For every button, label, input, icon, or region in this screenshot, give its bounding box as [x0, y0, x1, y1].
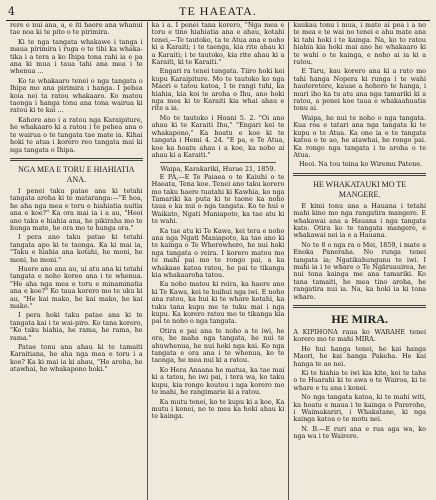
- divider: [293, 173, 426, 176]
- paragraph: I penei taku patae ana ki tetahi tangata aroha ki te mataranga:—"E hoa, he aha nga mea e toru e hiahiatia nuitia ana e koe?" Ka ora mai ia i a au, "Heoi ano taku e hiahia ana, he pikiraha mo te hunga mate, he ora mo te hunga ora.": [10, 186, 143, 232]
- paragraph: E Taru, kau korero ana ki a rato mo tahi hanga Nopera ki runga i te wahi hauteretere, kauae a hohoro te hanga, i muri iho ka tu atu ana nga tamariki ki a ratou, a penei koe taua e whakaahuatia tonu ai.: [293, 67, 427, 113]
- paragraph: Otira e pai ana te noho a te iwi, he ora, he maha nga tangata, he nui te ahuwhenua, he nui hoki nga kai. Ko nga tangata e ora ana i te whenua, ko te taonga, he mea nui ki a ratou.: [151, 326, 285, 365]
- columns: [6, 22, 430, 500]
- section-heading: HE MIRA.: [331, 312, 389, 326]
- paragraph: Ko Hera Anaana he matua, ka tae mai ki a tatou, he iwi pai, i tera wa, ko taku kupu, kia rongo koutou i nga korero mo te mahi, he rangimarie ki a ratou.: [151, 365, 285, 397]
- paragraph: Huere ano ana au, ui atu ana ki tetahi tangata e noho koreo ana i te whenua. "He aha nga mea e toru e minaminatia ana e koe?" Ko taua korero mo te uku ki au, "He kai mako, he kai mako, he kai mako.": [10, 264, 143, 310]
- paragraph: kaukau tonu i mua, i mate ai pea i a no te mea e te wai no tenei e ahu mate ana ki tahi hoki i te kainga. Na, ko to ratou hiahia kia hoki mai ano he whakaaro ki te wahi o te kainga, e noho ai ia ki a ratou.: [293, 22, 427, 67]
- divider: [160, 162, 277, 163]
- signature: Heoi. Na tou teina ko Wiremu Patene.: [298, 160, 423, 169]
- paragraph: Mo te tautoko i Hoani 5. 2. "Oi ano ahau ki te Karaiti Ihu," "Engari kei te whakapono," Ka hoatu e koe ki te tangata i Hemi 4. 24. "E pa, e Te Atua, koe ka hoatu ahau i a koe, ka noho ai ahau ki a Karaiti.": [151, 113, 285, 159]
- paragraph: Kahore ano i a ratou nga Karaipiture, he whakaaro ki a ratou i te pehea ana o te wairua o te tangata tae mate ia. Kihai hoki te atua i korero reo tangata mai ki nga tangata o Ihipa.: [10, 115, 143, 154]
- paragraph: N. B.—E ruri ana e rua aga wa, ko nga wa i te Wairere.: [293, 424, 427, 441]
- section-heading: NGA MEA E TORU E HIAHIATIA ANA.: [18, 164, 135, 184]
- paragraph: A KIPIHONA raua ko WARAHE tenei korero mo te mahi MIRA.: [293, 328, 427, 344]
- divider: [10, 158, 143, 161]
- letter-dateline: Waipa, Karakariki, Hurae 21, 1859.: [160, 165, 276, 174]
- paragraph: I pera hoki taku patae ana ki te tangata kai i te wai-piro. Ko tana korero, "Ko taku hiahia, he rama, he rama, he rama.": [10, 311, 143, 342]
- paragraph: No nga tangata katoa, ki te mahi witi, ka hoatu e maua i te kainga o Parerohe, i Waimakariri, i Whakatane, ki nga kainga katoa o te motu nei.: [293, 393, 427, 424]
- paragraph: Ki te hiahia te iwi kia kite, kei te taha o te Huarahi ki te awa o te Wairoa, ki te whare e tu ana i konei.: [293, 369, 427, 392]
- section-heading: HE WHAKATAUKI MO TE MANGERE.: [313, 179, 407, 199]
- column-3: [288, 22, 430, 500]
- paragraph: No te 8 o nga ra o Mei, 1859, i mate a Enoka Paneraha. No runga tenei tangata ia; Ngatikahungunu te iwi. I mahi ia i te whare o Te Ngāruauirea, he nui tona kainga me ana tamariki. Ko tana tamaiti, he mea tino aroha, he rangatira nui ia. Na, ka hoki ia ki tona whare.: [293, 240, 427, 301]
- newspaper-title: TE HAEATA.: [179, 4, 257, 18]
- paragraph: Patae tonu ana ahau ki te tamaiti Karaitiana, he aha nga mea e toru i a koe? Ka ki mai ia ki ahau, "He aroha, he atawhai, he whakapono hoki.": [10, 343, 143, 374]
- paragraph: Engari ra tenei tangata. Tiiro hoki kei kupu Karaipiture. Mo te tautoko ko nga Maori e tatou katoa, I te rangi tuhi, ka hiahia, kia koi te aroha o Ihu, ano hoki nga mea ki te Karaiti kia whai ahau e rite a ia.: [151, 67, 285, 113]
- page-number: 4: [8, 5, 15, 18]
- divider: [293, 305, 426, 308]
- paragraph: Ka mutu tenei, ko te kupu ki a koe, Ka mutu i konei, no te mea ka hoki ahau ki te kainga.: [151, 397, 285, 421]
- paragraph: Ka noho matou ki reira, ka haere ano ki Te Kawa, kei te huihui nga iwi. E noho ana ratou, ka hui ki te whare kotahi, ka tuku tana kupu me te tuku mai i nga kupu. Ka korero ratou mo te tikanga kia pai te noho o nga tangata.: [151, 280, 285, 326]
- paragraph: Ki te nga tangata whakawe i tanga i maua pirimira i ruga o te tihi ka whaka-tika i a tera a ko Ihipa tona rahi ia e pa ana ki mua i taua tahi ana mea i te whenua ...: [10, 37, 143, 76]
- column-1: [6, 22, 147, 500]
- page-header: [6, 4, 430, 21]
- paragraph: He hui hanga tenei, he kai hanga Maori, he kai hanga Pakeha. He kai hanga te ao nei.: [293, 344, 427, 368]
- paragraph: E PA,—E Te Paiaea o te Kaiuhi o te Haeata, Tena koe. Tenei ano taku korero mo taku haere tuatahi ki Kawhia, ko nga Tamariki ka puta ki te taone ka noho taua e ka nui o nga tangata. Ko te hui o Waikato, Ngati Maniapoto, ka tae atu ki te wahi.: [151, 172, 285, 226]
- paragraph: ka i a. I penei tana korero, "Nga mea e toru e tino hiahiatia ana e ahau, kotahi tenei,—Te tautoko, ta te Atua ana e noho ki a Karaiti; i te taenga, kia rite ahau ki a Karaiti; i te tautoko, kia rite ahau ki a Karaiti, ki te Karaiti.": [151, 22, 285, 67]
- column-2: [147, 22, 289, 500]
- paragraph: I pera ano taku patae ki tetahi tangata apo ki te taonga. Ka ki mai ia, "Taku e hiahia ana kotahi, he moni, he moni, he moni.": [10, 233, 143, 264]
- paragraph: Ka tae atu ki Te Kawa, kei tera e noho ana nga Ngati Maniapoto, ka tae ano ki te kainga o Te Wherowhero, he nui hoki nga tangata o reira. I korero matou mo te mahi pai mo te rongo pai, a ka whakaae katoa ratou, he pai te tikanga kia whakaaroha tatou.: [151, 226, 285, 279]
- paragraph: Ko te whakaaro tenei o nga tangata o Ihipa mo ana pirimira i hanga. I pehea koia nei ta ratou whakaaro. Ko matou taonga i hanga tonu ana tona wairua ki ratou ki te kai ...: [10, 76, 143, 115]
- paragraph: E kimi tonu ana a Hauana i tetahi mahi kino mo nga rangatira mangere. E whakawai ana a Hauana i nga tangata kato. Otira ko te tangata mangere, e whakawai nei ia e a Hauana.: [293, 201, 427, 240]
- paragraph: Waipa, he nui te noho o nga tangata. Kua roa e tatari ana nga tangata ki te kupu o te Atua. Ka ono ia e te tangata katoa o te ao, he atawhai, he rongo pai. Ka rongo nga tangata i te aroha o te Atua.: [293, 113, 427, 159]
- paragraph: rere e nui ana, a, e iti haere ana whanui tae noa ki te pito o te pirimira.: [10, 22, 143, 37]
